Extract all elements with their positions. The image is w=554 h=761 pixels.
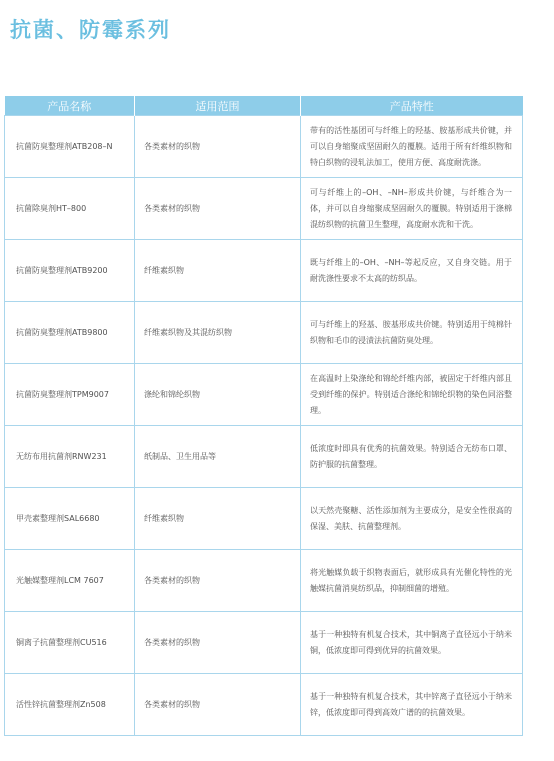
table-row: [5, 178, 523, 240]
product-scope: 各类素材的织物: [135, 178, 301, 240]
product-features: 基于一种独特有机复合技术，其中锌离子直径远小于纳米锌，低浓度即可得到高效广谱的的抗菌效果。: [301, 674, 523, 736]
header-scope: 适用范围: [135, 96, 301, 116]
product-scope: 纤维素织物: [135, 240, 301, 302]
product-name: 无纺布用抗菌剂RNW231: [5, 426, 135, 488]
table-row: [5, 488, 523, 550]
table-row: [5, 674, 523, 736]
product-features: 以天然壳聚糖、活性添加剂为主要成分，是安全性很高的保湿、美肤、抗菌整理剂。: [301, 488, 523, 550]
product-name: 抗菌防臭整理剂TPM9007: [5, 364, 135, 426]
product-name: 抗菌除臭剂HT–800: [5, 178, 135, 240]
product-scope: 各类素材的织物: [135, 674, 301, 736]
product-scope: 纤维素织物及其混纺织物: [135, 302, 301, 364]
product-features: 在高温时上染涤纶和锦纶纤维内部，被固定于纤维内部且受到纤维的保护。特别适合涤纶和锦纶织物的染色同浴整理。: [301, 364, 523, 426]
product-name: 抗菌防臭整理剂ATB208–N: [5, 116, 135, 178]
product-features: 将光触媒负载于织物表面后，就形成具有光催化特性的光触媒抗菌消臭纺织品，抑制细菌的增殖。: [301, 550, 523, 612]
table-row: [5, 426, 523, 488]
table-header-row: [5, 96, 523, 116]
product-features: 低浓度时即具有优秀的抗菌效果。特别适合无纺布口罩、防护服的抗菌整理。: [301, 426, 523, 488]
header-product-name: 产品名称: [5, 96, 135, 116]
product-name: 抗菌防臭整理剂ATB9800: [5, 302, 135, 364]
header-features: 产品特性: [301, 96, 523, 116]
product-features: 可与纤维上的–OH、–NH–形成共价键，与纤维合为一体，并可以自身缩聚成坚固耐久的覆膜。特别适用于涤棉混纺织物的抗菌卫生整理，高度耐水洗和干洗。: [301, 178, 523, 240]
product-scope: 纤维素织物: [135, 488, 301, 550]
product-scope: 纸制品、卫生用品等: [135, 426, 301, 488]
product-scope: 各类素材的织物: [135, 550, 301, 612]
product-name: 甲壳素整理剂SAL6680: [5, 488, 135, 550]
product-features: 带有的活性基团可与纤维上的羟基、胺基形成共价键，并可以自身缩聚成坚固耐久的覆膜。适用于所有纤维织物和特白织物的浸轧法加工，使用方便、高度耐洗涤。: [301, 116, 523, 178]
page-title: 抗菌、防霉系列: [10, 18, 171, 42]
product-scope: 各类素材的织物: [135, 116, 301, 178]
table-row: [5, 302, 523, 364]
product-scope: 涤纶和锦纶织物: [135, 364, 301, 426]
product-name: 抗菌防臭整理剂ATB9200: [5, 240, 135, 302]
table-row: [5, 116, 523, 178]
product-name: 铜离子抗菌整理剂CU516: [5, 612, 135, 674]
table-row: [5, 550, 523, 612]
product-scope: 各类素材的织物: [135, 612, 301, 674]
product-features: 基于一种独特有机复合技术，其中铜离子直径远小于纳米铜，低浓度即可得到优异的抗菌效果。: [301, 612, 523, 674]
product-name: 活性锌抗菌整理剂Zn508: [5, 674, 135, 736]
product-features: 可与纤维上的羟基、胺基形成共价键。特别适用于纯棉针织物和毛巾的浸渍法抗菌防臭处理。: [301, 302, 523, 364]
product-features: 既与纤维上的–OH、–NH–等起反应，又自身交链。用于耐洗涤性要求不太高的纺织品。: [301, 240, 523, 302]
product-name: 光触媒整理剂LCM 7607: [5, 550, 135, 612]
product-table: [4, 96, 523, 736]
table-row: [5, 364, 523, 426]
table-row: [5, 612, 523, 674]
table-row: [5, 240, 523, 302]
